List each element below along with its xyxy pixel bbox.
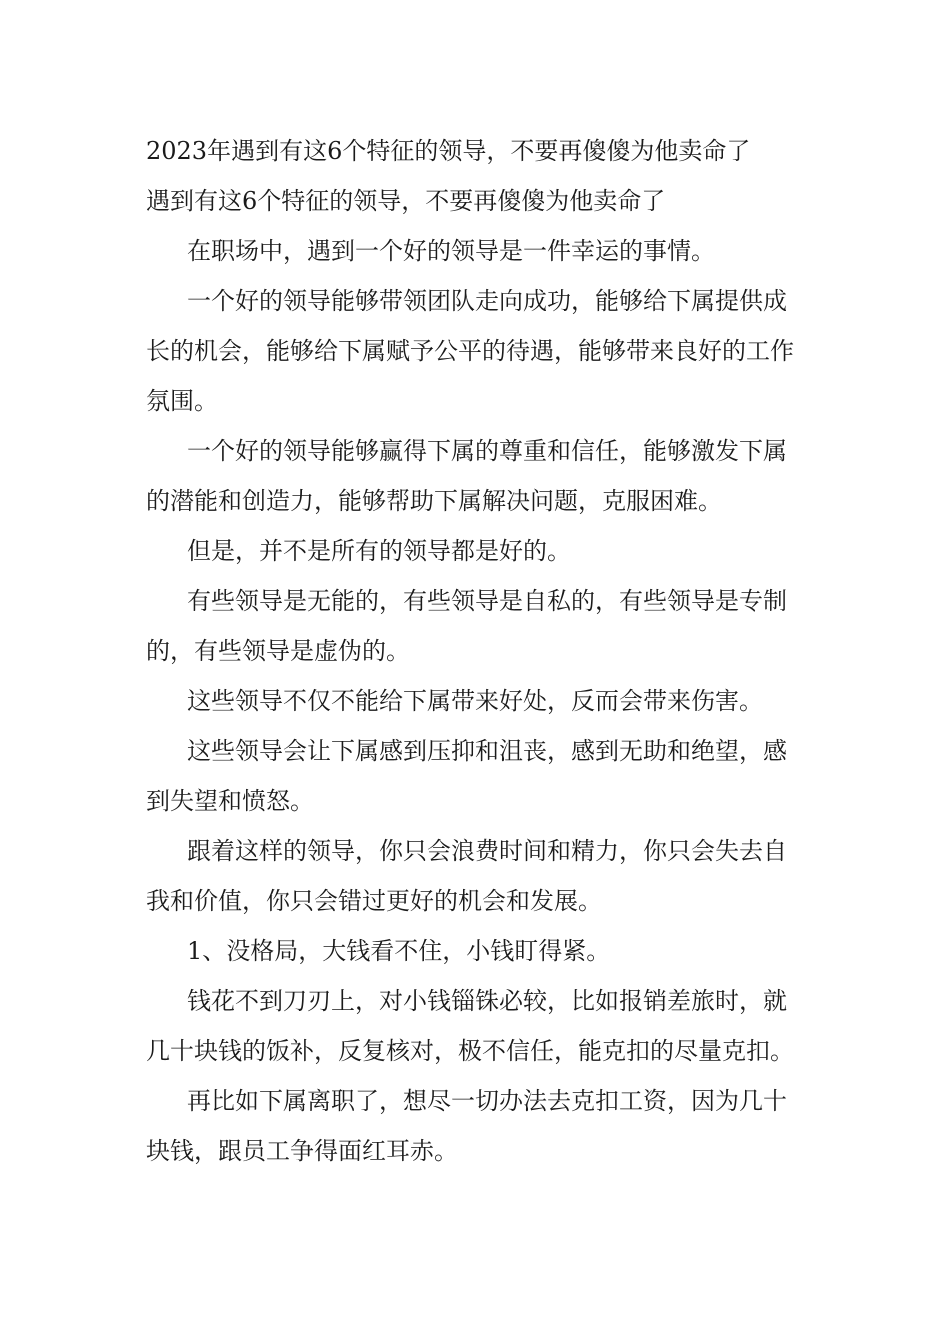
paragraph: 在职场中，遇到一个好的领导是一件幸运的事情。 xyxy=(187,237,715,265)
document-body xyxy=(146,126,806,1176)
document-title-line-2: 遇到有这6个特征的领导，不要再傻傻为他卖命了 xyxy=(146,187,666,215)
paragraph: 再比如下属离职了，想尽一切办法去克扣工资，因为几十块钱，跟员工争得面红耳赤。 xyxy=(146,1087,787,1165)
paragraph: 这些领导会让下属感到压抑和沮丧，感到无助和绝望，感到失望和愤怒。 xyxy=(146,737,787,815)
paragraph: 跟着这样的领导，你只会浪费时间和精力，你只会失去自我和价值，你只会错过更好的机会和发展。 xyxy=(146,837,787,915)
document-title-line-1: 2023年遇到有这6个特征的领导，不要再傻傻为他卖命了 xyxy=(146,137,751,165)
section-heading: 1、没格局，大钱看不住，小钱盯得紧。 xyxy=(187,937,611,965)
paragraph: 一个好的领导能够赢得下属的尊重和信任，能够激发下属的潜能和创造力，能够帮助下属解决问题，克服困难。 xyxy=(146,437,787,515)
paragraph: 这些领导不仅不能给下属带来好处，反而会带来伤害。 xyxy=(187,687,763,715)
paragraph: 钱花不到刀刃上，对小钱锱铢必较，比如报销差旅时，就几十块钱的饭补，反复核对，极不信任，能克扣的尽量克扣。 xyxy=(146,987,794,1065)
paragraph: 但是，并不是所有的领导都是好的。 xyxy=(187,537,571,565)
paragraph: 有些领导是无能的，有些领导是自私的，有些领导是专制的，有些领导是虚伪的。 xyxy=(146,587,787,665)
paragraph: 一个好的领导能够带领团队走向成功，能够给下属提供成长的机会，能够给下属赋予公平的待遇，能够带来良好的工作氛围。 xyxy=(146,287,794,415)
